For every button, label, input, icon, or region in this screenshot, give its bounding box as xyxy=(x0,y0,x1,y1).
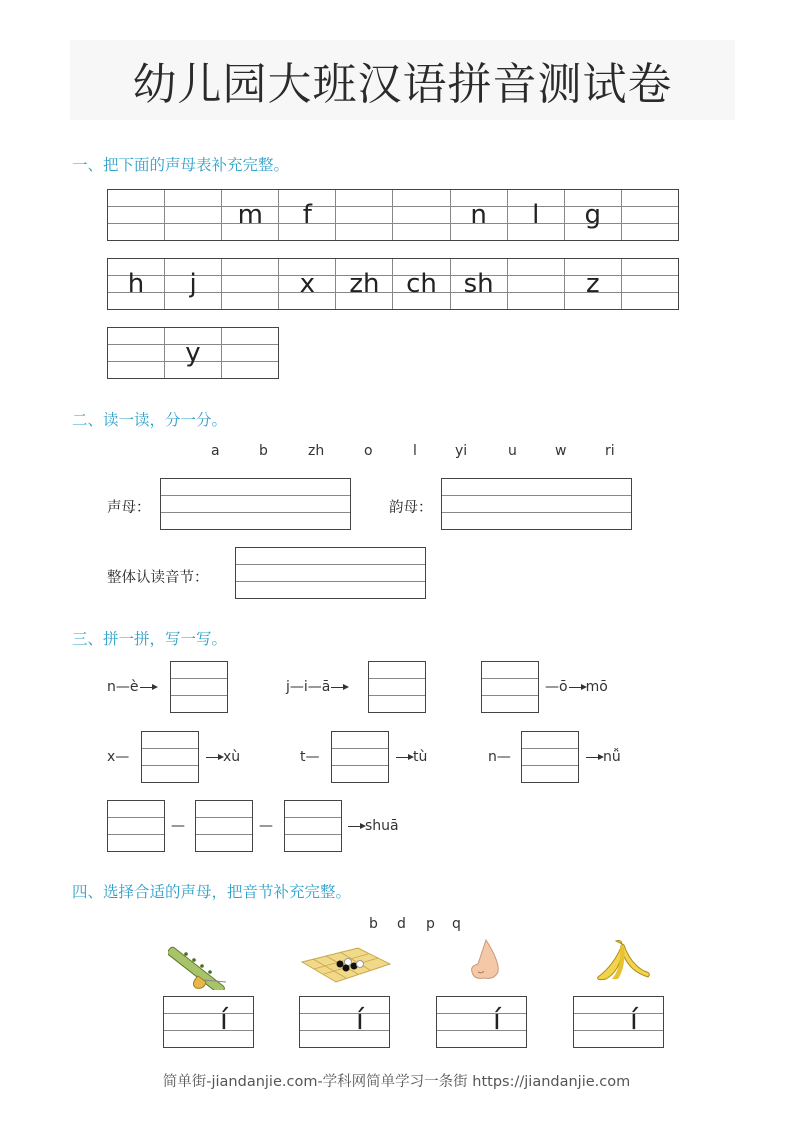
spelling-answer-box[interactable] xyxy=(141,731,199,783)
grid-cell: l xyxy=(508,190,565,240)
spelling-answer-box[interactable] xyxy=(331,731,389,783)
syllable-answer-box[interactable] xyxy=(573,996,664,1048)
spelling-answer-box[interactable] xyxy=(170,661,228,713)
syllable-answer-box[interactable] xyxy=(299,996,390,1048)
grid-cell: m xyxy=(222,190,279,240)
spelling-prompt: x— xyxy=(107,749,130,765)
option-letter: q xyxy=(452,916,461,932)
spelling-result xyxy=(347,818,399,834)
section-3-heading: 三、拼一拼，写一写。 xyxy=(72,630,228,648)
spelling-prompt xyxy=(107,679,157,695)
grid-cell: n xyxy=(451,190,508,240)
syllable-answer-box[interactable] xyxy=(163,996,254,1048)
section-2-heading: 二、读一读，分一分。 xyxy=(72,411,228,429)
result-syllable: tù xyxy=(413,749,428,765)
result-syllable: shuā xyxy=(365,818,399,834)
grid-cell[interactable] xyxy=(508,259,565,309)
section-1-heading: 一、把下面的声母表补充完整。 xyxy=(72,156,290,174)
initials-grid-row-3 xyxy=(107,327,279,379)
grid-cell: j xyxy=(165,259,222,309)
grid-cell[interactable] xyxy=(222,328,278,378)
syllable-final: í xyxy=(220,1003,228,1036)
grid-cell: sh xyxy=(451,259,508,309)
finals-answer-box[interactable] xyxy=(441,478,632,530)
spelling-result xyxy=(585,749,621,765)
letter: b xyxy=(259,443,268,459)
page-title: 幼儿园大班汉语拼音测试卷 xyxy=(132,59,673,110)
whole-syllables-label: 整体认读音节： xyxy=(107,570,209,586)
grid-cell[interactable] xyxy=(622,259,678,309)
grid-cell: f xyxy=(279,190,336,240)
nose-picture xyxy=(464,938,504,982)
grid-cell: ch xyxy=(393,259,450,309)
spelling-result xyxy=(395,749,427,765)
letter: l xyxy=(413,443,417,459)
prompt-text: j—i—ā xyxy=(286,679,331,695)
whole-syllables-answer-box[interactable] xyxy=(235,547,426,599)
grid-cell[interactable] xyxy=(622,190,678,240)
letter: w xyxy=(555,443,567,459)
spelling-prompt: n— xyxy=(488,749,511,765)
arrow-icon xyxy=(569,687,585,688)
grid-cell: x xyxy=(279,259,336,309)
arrow-icon xyxy=(140,687,156,688)
go-board-picture xyxy=(298,944,393,986)
grid-cell[interactable] xyxy=(108,328,165,378)
section-4-heading: 四、选择合适的声母，把音节补充完整。 xyxy=(72,883,352,901)
letter: a xyxy=(211,443,220,459)
spelling-answer-box[interactable] xyxy=(284,800,342,852)
finals-label: 韵母： xyxy=(389,500,433,516)
initials-answer-box[interactable] xyxy=(160,478,351,530)
result-syllable: mō xyxy=(585,679,608,695)
grid-cell[interactable] xyxy=(108,190,165,240)
spelling-prompt xyxy=(286,679,348,695)
prompt-text: —ō xyxy=(545,679,568,695)
initials-grid-row-1 xyxy=(107,189,679,241)
grid-cell: h xyxy=(108,259,165,309)
letter: u xyxy=(508,443,517,459)
initials-label: 声母： xyxy=(107,500,151,516)
letter: ri xyxy=(605,443,615,459)
grid-cell[interactable] xyxy=(336,190,393,240)
letter: zh xyxy=(308,443,325,459)
spelling-prompt: t— xyxy=(300,749,320,765)
syllable-final: í xyxy=(630,1003,638,1036)
grid-cell: y xyxy=(165,328,222,378)
result-syllable: nǚ xyxy=(603,749,621,765)
result-syllable: xù xyxy=(223,749,241,765)
spelling-answer-box[interactable] xyxy=(107,800,165,852)
grid-cell[interactable] xyxy=(222,259,279,309)
syllable-final: í xyxy=(356,1003,364,1036)
letter: yi xyxy=(455,443,468,459)
grid-cell: g xyxy=(565,190,622,240)
dash: — xyxy=(171,818,185,834)
spelling-result xyxy=(205,749,240,765)
option-letter: b xyxy=(369,916,378,932)
option-letter: p xyxy=(426,916,435,932)
syllable-answer-box[interactable] xyxy=(436,996,527,1048)
spelling-answer-box[interactable] xyxy=(481,661,539,713)
spelling-answer-box[interactable] xyxy=(521,731,579,783)
flute-picture xyxy=(168,932,238,990)
arrow-icon xyxy=(586,757,602,758)
spelling-answer-box[interactable] xyxy=(195,800,253,852)
spelling-prompt xyxy=(545,679,608,695)
initials-grid-row-2 xyxy=(107,258,679,310)
prompt-text: n—è xyxy=(107,679,139,695)
footer-watermark: 简单街-jiandanjie.com-学科网简单学习一条街 https://jiandanjie.com xyxy=(162,1074,631,1090)
dash: — xyxy=(259,818,273,834)
arrow-icon xyxy=(396,757,412,758)
syllable-final: í xyxy=(493,1003,501,1036)
letter: o xyxy=(364,443,373,459)
grid-cell: z xyxy=(565,259,622,309)
title-band xyxy=(70,40,735,120)
arrow-icon xyxy=(348,826,364,827)
banana-peel-picture xyxy=(592,937,652,983)
grid-cell: zh xyxy=(336,259,393,309)
arrow-icon xyxy=(331,687,347,688)
grid-cell[interactable] xyxy=(165,190,222,240)
spelling-answer-box[interactable] xyxy=(368,661,426,713)
grid-cell[interactable] xyxy=(393,190,450,240)
option-letter: d xyxy=(397,916,406,932)
arrow-icon xyxy=(206,757,222,758)
